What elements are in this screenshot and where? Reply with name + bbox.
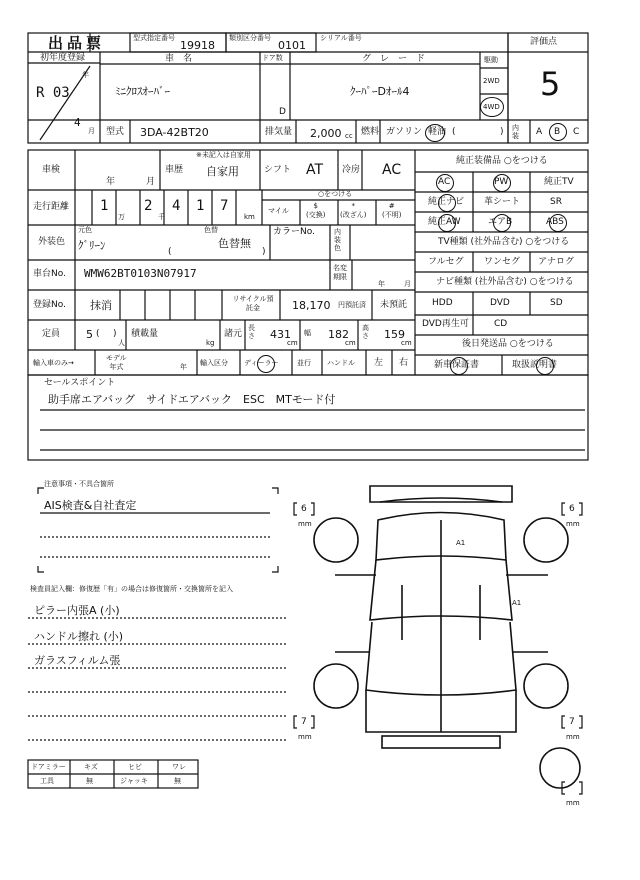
man-unit: 万 — [118, 213, 125, 221]
inspector-line-2: ハンドル擦れ (小) — [34, 630, 124, 643]
equipment-head: 純正装備品 ○をつける — [456, 156, 548, 166]
chassis-label: 車台No. — [33, 269, 66, 279]
person-unit: 人 — [118, 339, 125, 347]
equip-aw-circle — [438, 214, 456, 232]
mileage-label: 走行距離 — [33, 202, 70, 212]
shift-value: AT — [306, 162, 324, 178]
equip-pw-circle — [493, 174, 511, 192]
height-cm: cm — [401, 339, 412, 347]
reg-value: 抹消 — [90, 299, 112, 312]
orig-color-label: 元色 — [78, 226, 92, 234]
usage-value: 自家用 — [206, 165, 239, 178]
serial-label: シリアル番号 — [320, 34, 362, 42]
tv-analog[interactable]: アナログ — [538, 257, 575, 267]
mileage-digit-4: 1 — [196, 198, 205, 214]
chassis-no: WMW62BT0103N07917 — [84, 267, 197, 280]
mileage-digit-5: 7 — [220, 198, 229, 214]
paint-paren-open: ( — [168, 247, 172, 257]
recycle-unit: 円預託済 — [338, 301, 366, 309]
drive-4wd-circle — [480, 97, 504, 117]
shift-label: シフト — [264, 165, 292, 175]
car-name-label: 車 名 — [165, 54, 193, 64]
fuel-diesel[interactable]: 軽油 — [428, 127, 447, 137]
cc-unit: cc — [345, 132, 353, 140]
import-dealer[interactable]: ディーラー — [244, 359, 279, 367]
interior-c[interactable]: C — [573, 127, 580, 137]
recycle-unpaid: 未預託 — [380, 300, 408, 310]
type-cert-no: 19918 — [180, 39, 215, 52]
recycle-label: リサイクル預託金 — [232, 295, 274, 312]
car-name: ﾐﾆｸﾛｽｵｰﾊﾞｰ — [115, 85, 170, 98]
repaint-value: 色替無 — [218, 237, 251, 250]
missing-h-scratch: キズ — [84, 763, 98, 771]
nav-head: ナビ種類 (社外品含む) ○をつける — [436, 277, 574, 287]
class-no: 0101 — [278, 39, 306, 52]
tire-fr-mm: mm — [566, 520, 580, 528]
first-reg-label: 初年度登録 — [40, 53, 86, 63]
equip-ac[interactable]: AC — [438, 177, 451, 187]
first-reg-era: R 03 — [36, 85, 70, 101]
model-label: 型式 — [106, 127, 125, 137]
missing-jack-label: ジャッキ — [120, 777, 148, 785]
missing-tools-label: 工具 — [40, 777, 54, 785]
fuel-gasoline[interactable]: ガソリン — [386, 127, 423, 137]
sales-label: セールスポイント — [44, 378, 116, 388]
mileage-digit-3: 4 — [172, 198, 181, 214]
later-manual-circle — [536, 357, 554, 375]
length-value: 431 — [270, 328, 291, 341]
month-unit: 月 — [88, 127, 95, 135]
color-no-label: カラーNo. — [273, 227, 315, 237]
missing-tools-value: 無 — [86, 777, 93, 785]
interior-b-circle — [549, 123, 567, 141]
damage-mark-2: A1 — [512, 599, 522, 607]
width-label: 幅 — [304, 329, 311, 337]
tire-fr-depth: 6 — [569, 504, 575, 514]
mileage-opt-unknown[interactable]: # (不明) — [382, 202, 402, 219]
first-reg-month: 4 — [74, 116, 81, 129]
year-unit: 年 — [82, 71, 89, 79]
spare-mm: mm — [566, 799, 580, 807]
name-change-label: 名変期限 — [333, 264, 347, 281]
inspector-line-3: ガラスフィルム張 — [34, 654, 121, 667]
interior-a[interactable]: A — [536, 127, 543, 137]
damage-mark-1: A1 — [456, 539, 466, 547]
kg-unit: kg — [206, 339, 215, 347]
import-dealer-circle — [257, 355, 275, 373]
grade-label: グ レ ー ド — [362, 54, 426, 64]
score-label: 評価点 — [530, 37, 558, 47]
equip-navi[interactable]: 純正ナビ — [428, 197, 465, 207]
drive-4wd[interactable]: 4WD — [483, 103, 500, 111]
displacement-label: 排気量 — [265, 127, 293, 137]
nav-dvd-play[interactable]: DVD再生可 — [422, 319, 469, 329]
model-year-unit: 年 — [180, 363, 187, 371]
equip-sr[interactable]: SR — [550, 197, 562, 207]
door-type: D — [279, 107, 286, 117]
equip-airbag[interactable]: エアB — [488, 217, 513, 227]
equip-leather[interactable]: 革シート — [484, 197, 521, 207]
interior-label: 内装 — [512, 124, 519, 140]
nc-month-unit: 月 — [404, 280, 411, 288]
width-cm: cm — [345, 339, 356, 347]
equip-abs-circle — [549, 214, 567, 232]
caution-label: 注意事項・不具合箇所 — [44, 480, 114, 488]
length-label: 長さ — [248, 324, 255, 340]
load-label: 積載量 — [131, 329, 159, 339]
ac-label: 冷房 — [342, 165, 361, 175]
orig-color: ｸﾞﾘｰﾝ — [78, 239, 106, 252]
equip-tv[interactable]: 純正TV — [544, 177, 574, 187]
car-diagram — [314, 486, 580, 788]
drive-2wd[interactable]: 2WD — [483, 77, 500, 85]
import-parallel[interactable]: 並行 — [297, 359, 311, 367]
tv-head: TV種類 (社外品含む) ○をつける — [438, 237, 570, 247]
sales-text: 助手席エアバッグ サイドエアバック ESC MTモード付 — [48, 393, 336, 406]
width-value: 182 — [328, 328, 349, 341]
nav-hdd[interactable]: HDD — [432, 298, 453, 308]
fuel-other-close: ) — [500, 127, 504, 137]
tire-fl-depth: 6 — [301, 504, 307, 514]
equip-abs[interactable]: ABS — [546, 217, 564, 227]
mileage-digit-1: 1 — [100, 198, 109, 214]
grade: ｸｰﾊﾟｰDｵｰﾙ4 — [350, 85, 410, 98]
displacement: 2,000 — [310, 127, 342, 140]
nc-year-unit: 年 — [378, 280, 385, 288]
equip-aw[interactable]: 純正AW — [428, 217, 461, 227]
height-value: 159 — [384, 328, 405, 341]
later-warranty-circle — [450, 357, 468, 375]
later-manual[interactable]: 取扱説明書 — [512, 360, 558, 370]
sen-unit: 千 — [158, 213, 165, 221]
capacity-paren-close: ) — [113, 329, 117, 339]
mileage-mark-head: ○をつける — [318, 190, 353, 198]
caution-text: AIS検査&自社査定 — [44, 499, 137, 512]
mileage-opt-mile[interactable]: マイル — [268, 207, 289, 215]
nav-dvd[interactable]: DVD — [490, 298, 510, 308]
usage-note: ※未記入は自家用 — [196, 151, 251, 159]
capacity-value: 5 — [86, 328, 93, 341]
reg-label: 登録No. — [33, 300, 66, 310]
tire-fl-mm: mm — [298, 520, 312, 528]
interior-b[interactable]: B — [554, 127, 561, 137]
handle-left[interactable]: 左 — [374, 358, 384, 368]
tire-rr-mm: mm — [566, 733, 580, 741]
usage-label: 車歴 — [165, 165, 184, 175]
import-class-label: 輸入区分 — [200, 359, 228, 367]
nav-cd[interactable]: CD — [494, 319, 508, 329]
later-head: 後日発送品 ○をつける — [462, 339, 554, 349]
score-value: 5 — [540, 65, 561, 103]
recycle-value: 18,170 — [292, 299, 331, 312]
inspector-label: 検査員記入欄：修復歴「有」の場合は修復箇所・交換箇所を記入 — [30, 585, 233, 593]
km-unit: km — [244, 213, 255, 221]
mileage-opt-exchange[interactable]: $ (交換) — [306, 202, 326, 219]
tire-rl-depth: 7 — [301, 717, 307, 727]
handle-label: ハンドル — [327, 359, 355, 367]
equip-pw[interactable]: PW — [494, 177, 509, 187]
missing-h-crack: ヒビ — [128, 763, 142, 771]
missing-jack-value: 無 — [174, 777, 181, 785]
inspection-month-unit: 月 — [146, 177, 156, 187]
missing-h-mirror: ドアミラー — [31, 763, 66, 771]
inspector-line-1: ピラー内張A (小) — [34, 604, 120, 617]
capacity-paren-open: ( — [96, 329, 100, 339]
tv-oneseg[interactable]: ワンセグ — [484, 257, 521, 267]
tire-rl-mm: mm — [298, 733, 312, 741]
mileage-digit-2: 2 — [144, 198, 153, 214]
dims-label: 諸元 — [224, 329, 243, 339]
fuel-other-open: ( — [452, 127, 456, 137]
model-year-label: モデル 年式 — [106, 354, 127, 371]
inspection-label: 車検 — [42, 165, 61, 175]
handle-right[interactable]: 右 — [399, 358, 409, 368]
import-label: 輸入車のみ→ — [33, 359, 74, 367]
equip-airbag-circle — [493, 214, 511, 232]
paint-paren-close: ) — [262, 247, 266, 257]
drive-label: 駆動 — [484, 56, 498, 64]
missing-h-break: ワレ — [172, 763, 186, 771]
color-label: 外装色 — [38, 237, 66, 247]
nav-sd[interactable]: SD — [550, 298, 563, 308]
equip-navi-circle — [438, 194, 456, 212]
interior-color-label: 内装色 — [334, 228, 341, 252]
fuel-diesel-circle — [425, 124, 445, 142]
model-code: 3DA-42BT20 — [140, 126, 209, 139]
ac-value: AC — [382, 162, 402, 178]
height-label: 高さ — [362, 324, 369, 340]
tv-fullseg[interactable]: フルセグ — [428, 257, 464, 267]
capacity-label: 定員 — [42, 329, 61, 339]
paint-label: 色替 — [204, 226, 218, 234]
fuel-label: 燃料 — [361, 127, 380, 137]
length-cm: cm — [287, 339, 298, 347]
form-title: 出品票 — [48, 34, 106, 52]
mileage-opt-altered[interactable]: * (改ざん) — [340, 202, 367, 219]
doors-label: ドア数 — [262, 54, 283, 62]
tire-rr-depth: 7 — [569, 717, 575, 727]
later-warranty[interactable]: 新車保証書 — [434, 360, 480, 370]
inspection-year-unit: 年 — [106, 177, 116, 187]
equip-ac-circle — [436, 174, 454, 192]
type-cert-label: 型式指定番号 — [133, 34, 175, 42]
class-label: 類別区分番号 — [229, 34, 271, 42]
